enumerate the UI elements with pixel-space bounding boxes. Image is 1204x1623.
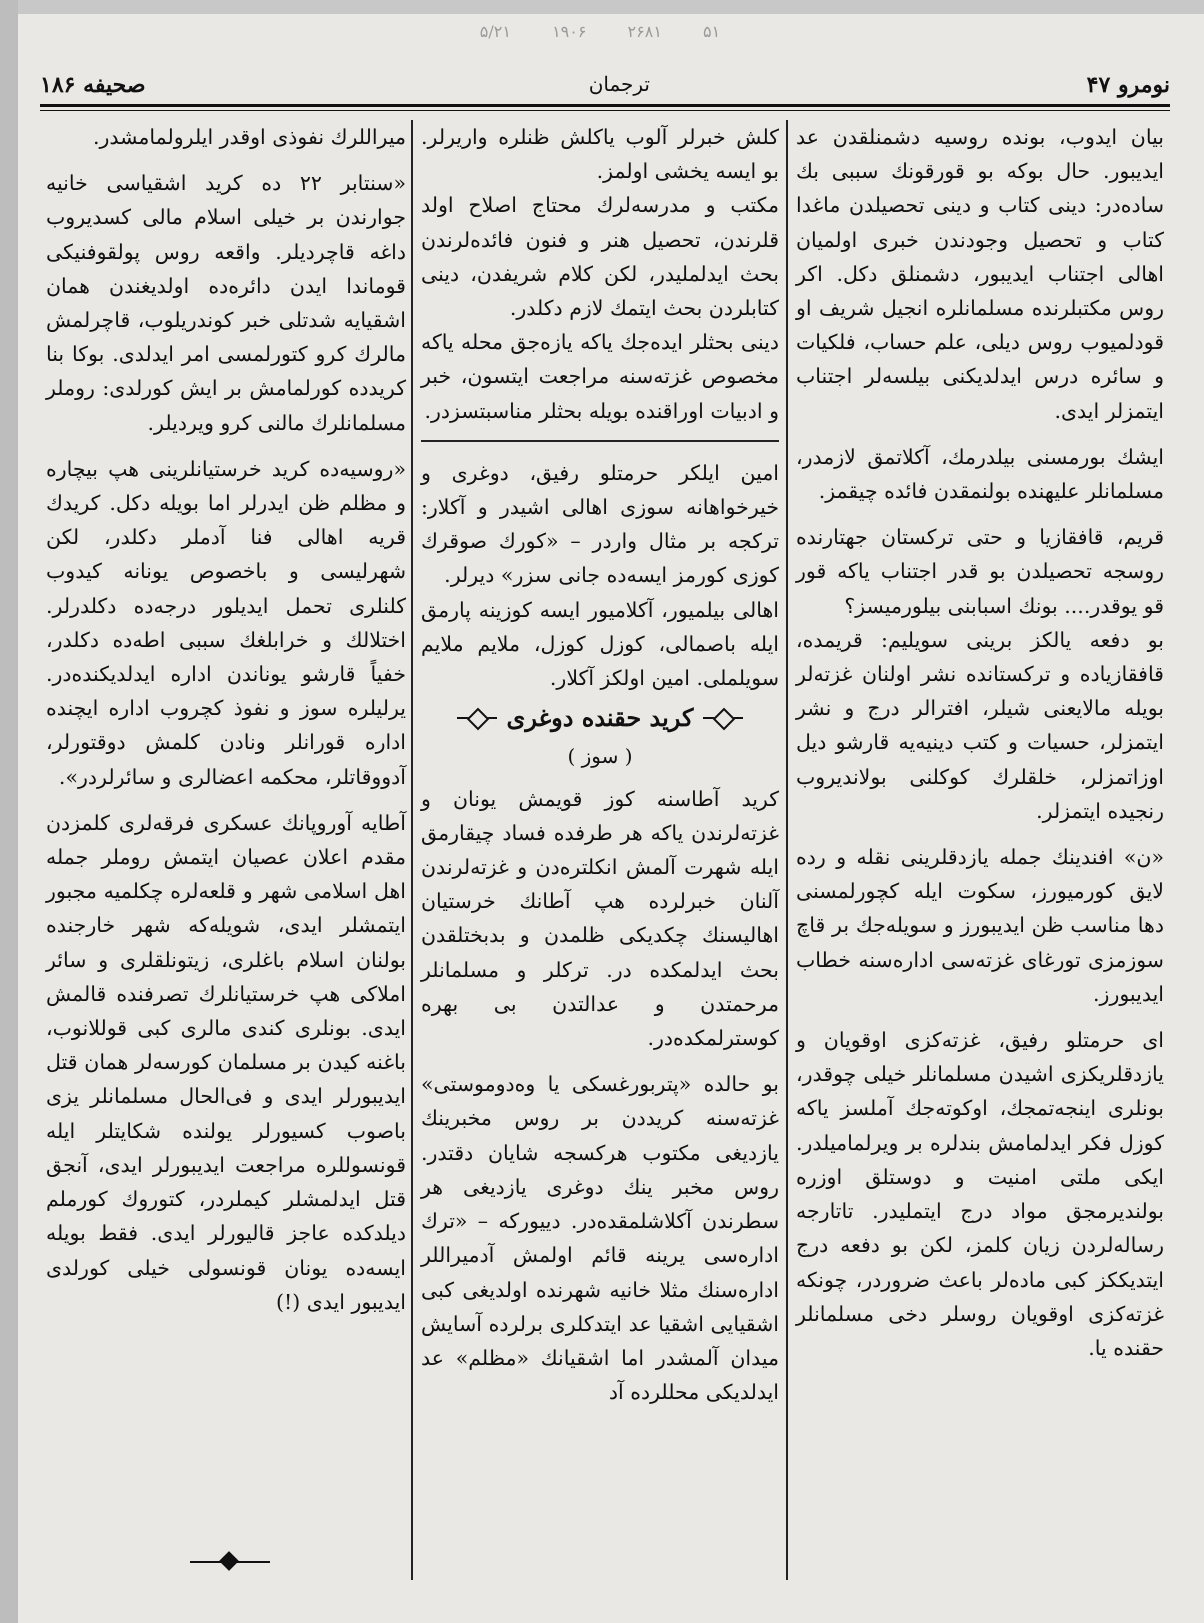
ornament-icon xyxy=(457,711,497,725)
stamp-text-3: ۲۶۸۱ xyxy=(627,22,662,41)
paragraph: میراللرك نفوذی اوقدر ایلرولمامشدر. xyxy=(92,125,406,149)
stamp-text-4: ۵۱ xyxy=(703,22,721,41)
paragraph: قریم، قافقازیا و حتی ترکستان جهتارنده روسجه تحصیلدن بو قدر اجتناب یاکه قور قو یوقدر.... بونك اسبابنی بیلورمیسز؟ xyxy=(796,525,1164,618)
article-subtitle: ( سوز ) xyxy=(567,744,633,769)
paragraph: «ن» افندینك جمله یازدقلرینی نقله و رده لایق کورمیورز، سکوت ایله کچورلمسنی دها مناسب ظن ایدیبورز و سویله‌جك بر قاچ سوزمزی تورغای غزته‌سی اداره‌سنه خطاب ایدیبورز. xyxy=(796,845,1164,1006)
stamp-text-2: ۱۹۰۶ xyxy=(552,22,587,41)
paragraph: کلش خبرلر آلوب یاکلش ظنلره واریرلر. بو ایسه یخشی اولمز. xyxy=(421,125,779,184)
paragraph: «سنتابر ۲۲ ده کرید اشقیاسی خانیه جوارندن بر خیلی اسلام مالی کسدیروب داغه قاچردیلر. واقعه روس پولقوفنیکی قوماندا ایدن دائره‌ده اولدیغندن همان اشقیایه شدتلی خبر کوندریلوب، قاچرلمش مالرك کرو کتورلمسی امر ایدلدی. بوکا بنا کریدده کورلمامش بر ایش کورلدی: روملر مسلمانلرك مالنی کرو ویردیلر. xyxy=(46,171,406,435)
header-rule-thin xyxy=(40,110,1170,111)
section-rule xyxy=(421,440,779,442)
column-middle xyxy=(415,120,785,1600)
scan-edge-top xyxy=(0,0,1204,14)
column-left xyxy=(40,120,412,1600)
article-title xyxy=(421,701,779,735)
paragraph: ای حرمتلو رفیق، غزته‌کزی اوقویان و یازدقلریکزی اشیدن مسلمانلر خیلی چوقدر، بونلری اینجه‌تمجك، اوکوته‌جك آملسز یاکه کوزل فکر ایدلمامش بندلره بر ویرلمامیلدر. ایکی ملتی امنیت و دوستلق اوزره بولندیرمجق مواد درج ایتملیدر. تاتارجه رساله‌لردن زیان کلمز، لکن بو دفعه درج ایتدیککز کبی ماده‌لر باعث ضروردر، چونکه غزته‌کزی اوقویان روسلر دخی مسلمانلر حقنده یا. xyxy=(796,1028,1164,1360)
paragraph: امین ایلکر حرمتلو رفیق، دوغری و خیرخواهانه سوزی اهالی اشیدر و آکلار: ترکجه بر مثال واردر – «کورك صوقرك کوزی کورمز ایسه‌ده جانی سزر» دیرلر. xyxy=(421,460,779,588)
paragraph: دینی بحثلر ایده‌جك یاکه یازه‌جق محله یاکه مخصوص غزته‌سنه مراجعت ایتسون، خبر و ادبیات اوراقنده بویله بحثلر مناسبتسزدر. xyxy=(421,330,779,423)
paragraph: اهالی بیلمیور، آکلامیور ایسه کوزینه پارمق ایله باصمالی، کوزل کوزل، ملایم ملایم سویلملی. امین اولکز آکلار. xyxy=(421,597,779,691)
page-number: صحیفه ۱۸۶ xyxy=(40,72,146,98)
paragraph: بو دفعه یالکز برینی سویلیم: قریمده، قافقازیاده و ترکستانده نشر اولنان غزته‌لر بویله مالایعنی شیلر، افترالر درج و نشر ایتمزلر، حسیات و کتب دینیه‌یه قارشو دیل اوزاتمزلر، خلقلرك کوکلنی بولاندیروب رنجیده ایتمزلر. xyxy=(796,627,1164,823)
end-ornament-icon xyxy=(190,1552,270,1572)
issue-number: نومرو ۴۷ xyxy=(1086,72,1170,98)
paragraph: بو حالده «پتربورغسکی یا وه‌دوموستی» غزته‌سنه کریددن بر روس مخبرینك یازدیغی مکتوب هرکسجه شایان دقتدر. روس مخبر ینك دوغری یازدیغی هر سطرندن آکلاشلمقده‌در. دییورکه – «ترك اداره‌سی یرینه قائم اولمش آدمیراللر اداره‌سنك مثلا خانیه شهرنده اولدیغی کبی اشقیایی اشقیا عد ایتدکلری برلرده آسایش میدان آلمشدر اما اشقیانك «مظلم» عد ایدلدیکی محللرده آد xyxy=(421,1072,779,1405)
stamp-text-1: ۵/۲۱ xyxy=(479,22,511,41)
page-header xyxy=(40,72,1170,102)
paragraph: آطایه آوروپانك عسکری فرقه‌لری کلمزدن مقدم اعلان عصیان ایتمش روملر جمله اهل اسلامی شهر و قلعه‌لره چکلمیه مجبور ایتمشلر ایدی، شویله‌که شهر خارجنده بولنان اسلام باغلری، زیتونلقلری و سائر املاکی هپ خرستیانلرك تصرفنده قالمش ایدی. بونلری کندی مالری کبی قوللانوب، باغنه کیدن بر مسلمان کورسه‌لر همان قتل ایدیبورلر ایدی و فی‌الحال مسلمانلر یزی باصوب کسیورلر یولنده شکایتلر ایله قونسوللره مراجعت ایدیبورلر ایدی، آنجق قتل ایدلمشلر کیملردر، کتوروك کورملم دیلدکده عاجز قالیورلر ایدی. فقط بویله ایسه‌ده یونان قونسولی خیلی کورلدی ایدیبور ایدی (!) xyxy=(46,810,406,1314)
paragraph: ایشك بورمسنی بیلدرمك، آکلاتمق لازمدر، مسلمانلر علیهنده بولنمقدن فائده چیقمز. xyxy=(796,444,1164,504)
ornament-icon xyxy=(703,711,743,725)
article-title-text: کرید حقنده دوغری xyxy=(506,703,694,733)
paragraph: بیان ایدوب، بونده روسیه دشمنلقدن عد ایدیبور. حال بوکه بو قورقونك سببی بك ساده‌در: دینی کتاب و دینی تحصیلدن ماغدا کتاب و تحصیل وجودندن خبری اولمیان اهالی اجتناب ایدیبور، دشمنلق دکل. اکر روس مکتبلرنده مسلمانلره انجیل شریف او قودلمیوب روس دیلی، علم حساب، فلکیات و سائره درس ایدلدیکنی بیلسه‌لر اجتناب ایتمزلر ایدی. xyxy=(796,125,1164,423)
header-rule xyxy=(40,104,1170,107)
archive-stamp xyxy=(150,22,1050,62)
paragraph: «روسیه‌ده کرید خرستیانلرینی هپ بیچاره و مظلم ظن ایدرلر اما بویله دکل. کریدك قریه اهالی فنا آدملر دکلدر، لکن شهرلیسی و باخصوص یونانه کیدوب کلنلری تحمل ایدیلور درجه‌ده دکلدرلر. اختلالك و خرابلغك سببی اطه‌ده دکلدر، خفیاً قارشو یوناندن اداره ایدلدیکنده‌در. یرلیلره سوز و نفوذ کچروب اداره ایچنده اداره قورانلر ونادن کلمش دوقتورلر، آدووقاتلر، محکمه اعضالری و سائرلردر». xyxy=(46,456,406,789)
column-right xyxy=(790,120,1170,1600)
paper-name: ترجمان xyxy=(588,72,650,96)
paragraph: کرید آطاسنه کوز قویمش یونان و غزته‌لرندن یاکه هر طرفده فساد چیقارمق ایله شهرت آلمش انکلتره‌دن و غزته‌لرندن آلنان خبرلرده هپ آطانك خرستیان اهالیسنك چکدیکی ظلمدن و بدبختلقدن بحث ایدلمکده در. ترکلر و مسلمانلر مرحمتدن و عدالتدن بی بهره کوسترلمکده‌در. xyxy=(421,786,779,1051)
paragraph: مکتب و مدرسه‌لرك محتاج اصلاح اولد قلرندن، تحصیل هنر و فنون فائده‌لرندن بحث ایدلملیدر، لکن کلام شریفدن، دینی کتابلردن بحث ایتمك لازم دکلدر. xyxy=(421,193,779,321)
column-divider xyxy=(786,120,788,1580)
scan-edge-left xyxy=(0,0,18,1623)
